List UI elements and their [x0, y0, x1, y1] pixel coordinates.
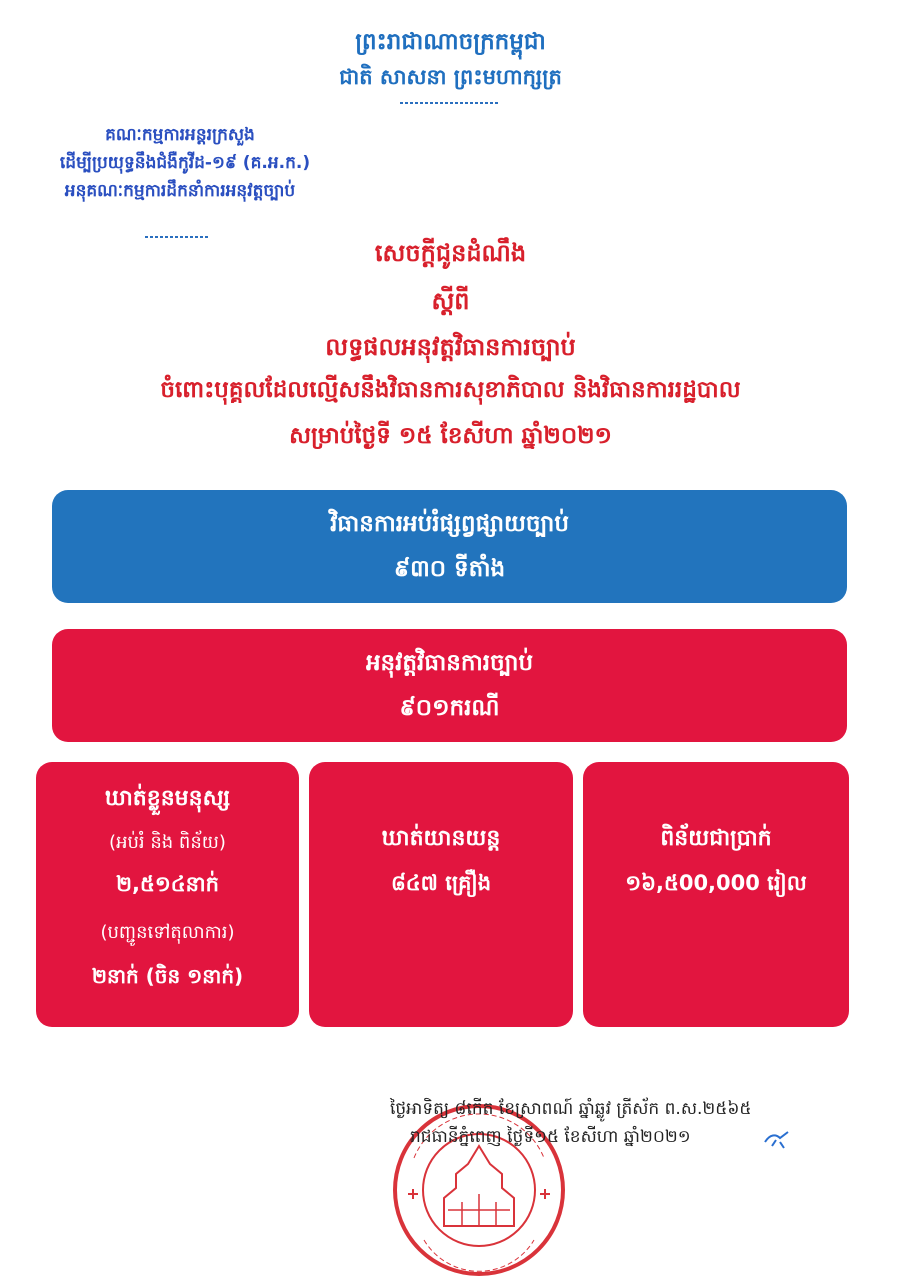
- notice-subject-detail: ចំពោះបុគ្គលដែលល្មើសនឹងវិធានការសុខាភិបាល និងវិធានការរដ្ឋបាល: [160, 377, 741, 403]
- detained-people-court-count: ២នាក់ (ចិន ១នាក់): [91, 964, 244, 988]
- enforcement-box: [52, 629, 847, 742]
- lunar-date: ថ្ងៃអាទិត្យ ៨កើត ខែស្រាពណ៍ ឆ្នាំឆ្លូវ ត្រីស័ក ព.ស.២៥៦៥: [390, 1099, 752, 1119]
- org-subcommittee: អនុគណៈកម្មការដឹកនាំការអនុវត្តច្បាប់: [64, 181, 296, 201]
- education-label: វិធានការអប់រំផ្សព្វផ្សាយច្បាប់: [330, 511, 569, 537]
- org-purpose: ដើម្បីប្រយុទ្ធនឹងជំងឺកូវីដ-១៩ (គ.អ.ក.): [59, 153, 311, 173]
- detained-people-note-court: (បញ្ជូនទៅតុលាការ): [100, 922, 235, 943]
- education-value: ៩៣០ ទីតាំង: [393, 556, 506, 582]
- enforcement-value: ៩០១ករណី: [399, 695, 500, 721]
- notice-date: សម្រាប់ថ្ងៃទី ១៥ ខែសីហា ឆ្នាំ២០២១: [289, 423, 612, 449]
- fines-card: [583, 762, 849, 1027]
- detained-people-title: ឃាត់ខ្លួនមនុស្ស: [104, 786, 231, 811]
- decorative-divider: [400, 102, 500, 104]
- detained-vehicles-card: [309, 762, 573, 1027]
- kingdom-title: ព្រះរាជាណាចក្រកម្ពុជា: [355, 29, 546, 55]
- signature-mark: [762, 1128, 792, 1152]
- detained-vehicles-count: ៨៤៧ គ្រឿង: [390, 871, 492, 895]
- detained-people-count: ២,៥១៤នាក់: [116, 872, 219, 896]
- notice-title: សេចក្តីជូនដំណឹង: [374, 239, 527, 267]
- detained-people-note-education: (អប់រំ និង ពិន័យ): [109, 832, 226, 853]
- notice-subject: លទ្ធផលអនុវត្តវិធានការច្បាប់: [325, 333, 576, 361]
- education-measures-box: [52, 490, 847, 603]
- org-name: គណៈកម្មការអន្តរក្រសួង: [105, 125, 255, 145]
- fines-amount: ១៦,៥00,000 រៀល: [625, 871, 807, 895]
- enforcement-label: អនុវត្តវិធានការច្បាប់: [365, 650, 534, 676]
- place-and-date: រាជធានីភ្នំពេញ ថ្ងៃទី១៥ ខែសីហា ឆ្នាំ២០២១: [410, 1127, 691, 1147]
- national-motto: ជាតិ សាសនា ព្រះមហាក្សត្រ: [339, 65, 562, 89]
- fines-title: ពិន័យជាប្រាក់: [660, 826, 772, 851]
- notice-subject-label: ស្តីពី: [431, 287, 470, 315]
- detained-vehicles-title: ឃាត់យានយន្ត: [381, 826, 501, 851]
- detained-people-card: [36, 762, 299, 1027]
